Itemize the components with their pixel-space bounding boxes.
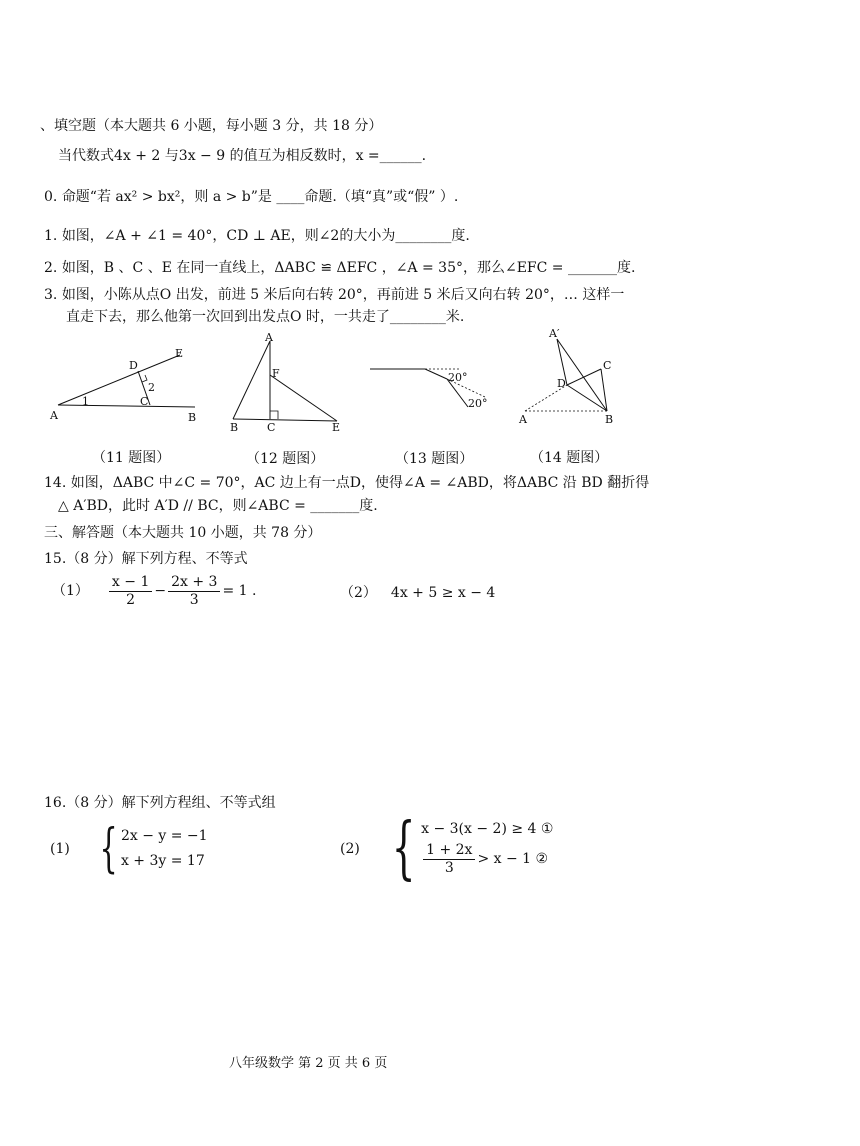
question-14-line1: 14. 如图，ΔABC 中∠C = 70°，AC 边上有一点D，使得∠A = ∠ABD，将ΔABC 沿 BD 翻折得 xyxy=(44,475,650,491)
section-heading-fill-in: 、填空题（本大题共 6 小题，每小题 3 分，共 18 分） xyxy=(40,118,383,134)
page-footer: 八年级数学 第 2 页 共 6 页 xyxy=(229,1056,388,1071)
caption-fig-14: （14 题图） xyxy=(530,450,609,466)
fig11-label-D: D xyxy=(129,359,138,372)
question-15-part1: （1） $\frac{x - 1}{2}$ − $\frac{2x + 3}{3}$ = 1 . xyxy=(52,574,257,608)
caption-fig-12: （12 题图） xyxy=(246,451,325,467)
equation-1: 2x − y = −1 xyxy=(120,828,208,845)
fraction-1: $\frac{x - 1}{2}$ xyxy=(109,574,152,609)
inequality-1: x − 3(x − 2) ≥ 4 ① xyxy=(421,821,554,838)
inequality-2: $\frac{1 + 2x}{3}$ > x − 1 ② xyxy=(421,842,553,877)
question-12: 2. 如图，B 、C 、E 在同一直线上，ΔABC ≌ ΔEFC ，∠A = 35°，那么∠EFC = _______度. xyxy=(44,260,636,276)
equation-2: x + 3y = 17 xyxy=(120,853,205,869)
question-11: 1. 如图，∠A + ∠1 = 40°，CD ⊥ AE，则∠2的大小为________度. xyxy=(44,228,470,244)
question-10: 0. 命题“若 ax² > bx²，则 a > b”是 ____命题.（填“真”或“假” ）. xyxy=(44,189,459,205)
fig14-label-Aprime: A′ xyxy=(549,327,560,340)
fraction-2: $\frac{2x + 3}{3}$ xyxy=(168,574,220,609)
question-15-part2: （2） 4x + 5 ≥ x − 4 xyxy=(340,585,496,601)
fig14-label-D: D xyxy=(557,377,566,390)
fig11-label-1: 1 xyxy=(82,395,89,408)
caption-fig-13: （13 题图） xyxy=(395,451,474,467)
fig11-label-E: E xyxy=(175,347,184,360)
question-15-title: 15.（8 分）解下列方程、不等式 xyxy=(44,551,248,567)
figure-13 xyxy=(365,355,495,425)
question-13-line2: 直走下去，那么他第一次回到出发点O 时，一共走了________米. xyxy=(66,309,465,325)
question-13-line1: 3. 如图，小陈从点O 出发，前进 5 米后向右转 20°，再前进 5 米后又向右转 20°，… 这样一 xyxy=(44,287,625,303)
fig13-angle-1: 20° xyxy=(448,371,468,384)
figure-12 xyxy=(225,333,350,433)
figure-14 xyxy=(515,325,625,430)
fig12-label-C: C xyxy=(267,421,276,434)
fig14-label-C: C xyxy=(603,359,612,372)
question-16-part1: (1) { 2x − y = −1 x + 3y = 17 xyxy=(50,819,208,879)
question-16-part2: (2) { x − 3(x − 2) ≥ 4 ① $\frac{1 + 2x}{3}$ > x − 1 ② xyxy=(340,809,554,888)
fig11-label-C: C xyxy=(140,395,149,408)
question-14-line2: △ A′BD，此时 A′D // BC，则∠ABC = _______度. xyxy=(58,498,378,514)
question-16-title: 16.（8 分）解下列方程组、不等式组 xyxy=(44,795,276,811)
section-heading-solve: 三、解答题（本大题共 10 小题，共 78 分） xyxy=(44,525,322,541)
fig11-label-2: 2 xyxy=(148,381,155,394)
fig11-label-B: B xyxy=(188,411,197,424)
fig12-label-E: E xyxy=(332,421,341,434)
fig12-label-A: A xyxy=(265,331,273,344)
question-9: 当代数式4x + 2 与3x − 9 的值互为相反数时，x =______. xyxy=(58,148,427,164)
caption-fig-11: （11 题图） xyxy=(92,450,171,466)
fig14-label-A: A xyxy=(519,413,527,426)
fig14-label-B: B xyxy=(605,413,614,426)
fig12-label-B: B xyxy=(230,421,239,434)
figure-11 xyxy=(50,345,210,425)
fig11-label-A: A xyxy=(50,409,58,422)
fig13-angle-2: 20° xyxy=(468,397,488,410)
fig12-label-F: F xyxy=(272,367,280,380)
